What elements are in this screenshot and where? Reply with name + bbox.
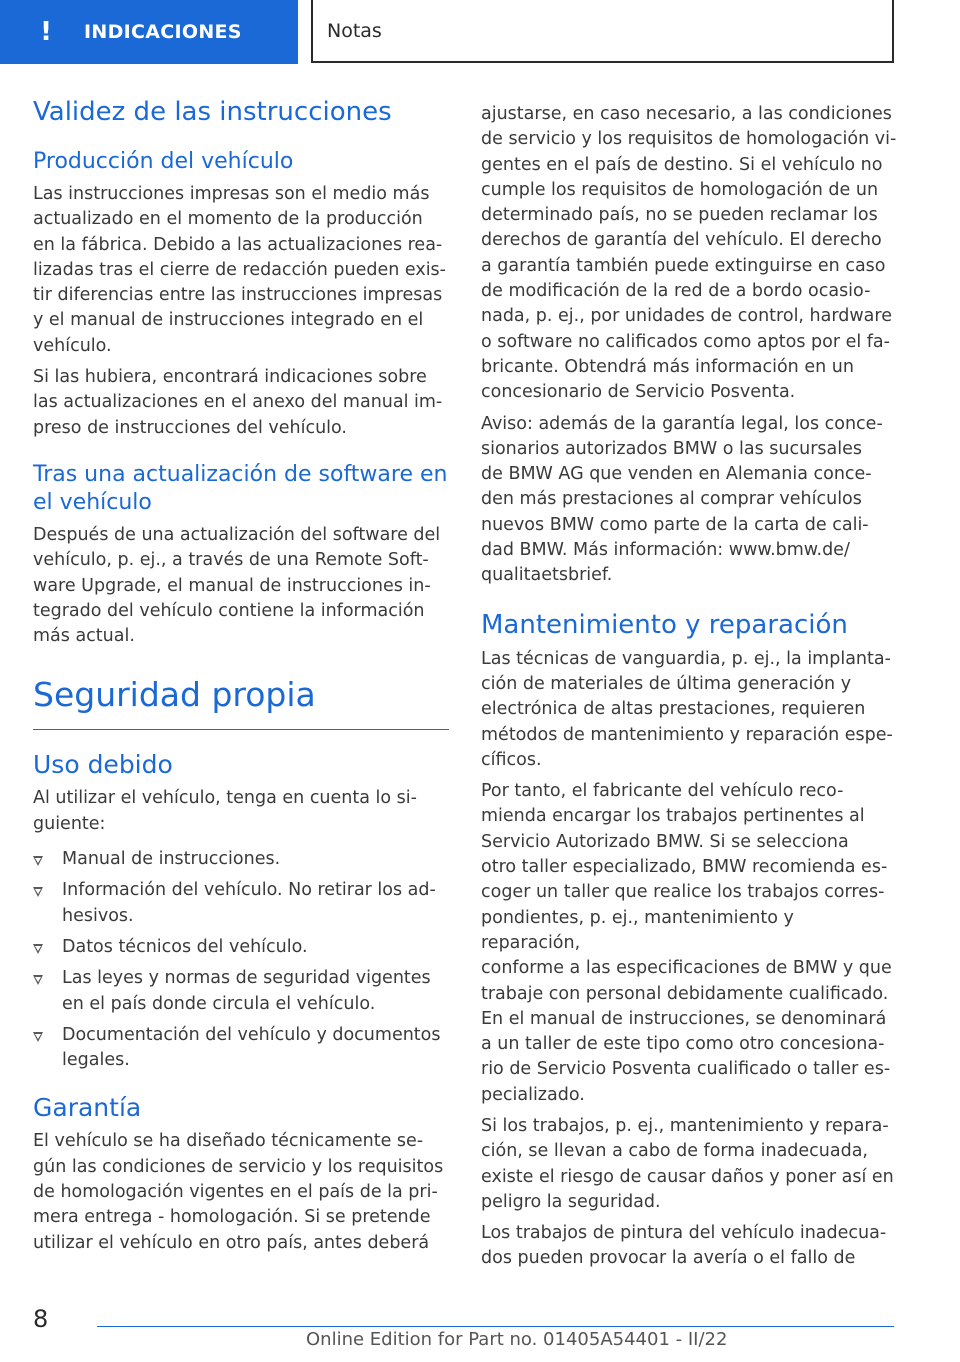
paragraph-garantia-1: El vehículo se ha diseñado técnicamente se- gún las condiciones de servicio y los requisitos de homologación vigentes en el país de la pri- mera entrega - homologación. Si se pretende utilizar el vehículo en otro país, antes deberá <box>33 1131 444 1253</box>
section-label: INDICACIONES <box>84 21 242 43</box>
exclamation-icon: ! <box>40 17 52 47</box>
left-column <box>33 96 449 1256</box>
paragraph-produccion-2: Si las hubiera, encontrará indicaciones sobre las actualizaciones en el anexo del manual im- preso de instrucciones del vehículo. <box>33 367 443 438</box>
uso-list <box>33 847 449 1073</box>
section-tab <box>0 0 298 64</box>
triangle-bullet-icon <box>33 944 43 954</box>
right-column <box>481 102 897 1272</box>
list-item: Manual de instrucciones. <box>33 847 449 872</box>
paragraph-mantenimiento-2: Por tanto, el fabricante del vehículo reco- mienda encargar los trabajos pertinentes al Servicio Autorizado BMW. Si se selecciona otro taller especializado, BMW recomienda es- coger un taller que realice los trabajos corres- pondientes, p. ej., mantenimiento y reparación, conforme a las especificaciones de BMW y que trabaje con personal debidamente cualificado. En el manual de instrucciones, se denominará a un taller de este tipo como otro concesiona- rio de Servicio Posventa cualificado o taller es- pecializado. <box>481 781 892 1105</box>
paragraph-uso: Al utilizar el vehículo, tenga en cuenta lo si- guiente: <box>33 788 417 834</box>
triangle-bullet-icon <box>33 856 43 866</box>
paragraph-mantenimiento-3: Si los trabajos, p. ej., mantenimiento y repara- ción, se llevan a cabo de forma inadecuada, existe el riesgo de causar daños y poner así en peligro la seguridad. <box>481 1115 894 1212</box>
page-number: 8 <box>33 1305 49 1333</box>
triangle-bullet-icon <box>33 1032 43 1042</box>
notes-label: Notas <box>327 19 382 42</box>
heading-seguridad-propia: Seguridad propia <box>33 675 449 730</box>
triangle-bullet-icon <box>33 887 43 897</box>
list-item: Datos técnicos del vehículo. <box>33 935 449 960</box>
heading-software: Tras una actualización de software en el vehículo <box>33 461 448 515</box>
paragraph-mantenimiento-4: Los trabajos de pintura del vehículo inadecua- dos pueden provocar la avería o el fallo de <box>481 1223 887 1269</box>
heading-mantenimiento: Mantenimiento y reparación <box>481 609 848 640</box>
paragraph-software: Después de una actualización del software del vehículo, p. ej., a través de una Remote Soft- ware Upgrade, el manual de instrucciones in- tegrado del vehículo contiene la información más actual. <box>33 524 441 647</box>
heading-uso-debido: Uso debido <box>33 750 173 780</box>
paragraph-mantenimiento-1: Las técnicas de vanguardia, p. ej., la implanta- ción de materiales de última generación y electrónica de altas prestaciones, requieren métodos de mantenimiento y reparación espe- cíficos. <box>481 648 893 770</box>
heading-validez: Validez de las instrucciones <box>33 97 392 127</box>
list-item: Información del vehículo. No retirar los ad- hesivos. <box>33 878 449 929</box>
paragraph-produccion-1: Las instrucciones impresas son el medio más actualizado en el momento de la producción en la fábrica. Debido a las actualizaciones rea- lizadas tras el cierre de redacción pueden exis- tir diferencias entre las instrucciones impresas y el manual de instrucciones integrado en el vehículo. <box>33 184 446 356</box>
paragraph-garantia-cont: ajustarse, en caso necesario, a las condiciones de servicio y los requisitos de homologación vi- gentes en el país de destino. Si el vehículo no cumple los requisitos de homologación de un determinado país, no se pueden reclamar los derechos de garantía del vehículo. El derecho a garantía también puede extinguirse en caso de modificación de la red de a bordo ocasio- nada, p. ej., por unidades de control, hardware o software no calificados como aptos por el fa- bricante. Obtendrá más información en un concesionario de Servicio Posventa. <box>481 104 897 403</box>
list-item: Documentación del vehículo y documentos legales. <box>33 1023 449 1074</box>
list-item: Las leyes y normas de seguridad vigentes en el país donde circula el vehículo. <box>33 966 449 1017</box>
notes-box <box>311 0 894 63</box>
heading-garantia: Garantía <box>33 1093 142 1123</box>
footer-edition: Online Edition for Part no. 01405A54401 - II/22 <box>306 1329 728 1350</box>
footer-divider <box>97 1326 894 1327</box>
triangle-bullet-icon <box>33 975 43 985</box>
heading-produccion: Producción del vehículo <box>33 149 294 174</box>
paragraph-garantia-2: Aviso: además de la garantía legal, los conce- sionarios autorizados BMW o las sucursales de BMW AG que venden en Alemania conce- den más prestaciones al comprar vehículos nuevos BMW como parte de la carta de cali- dad BMW. Más información: www.bmw.de/ qualitaetsbrief. <box>481 413 883 586</box>
